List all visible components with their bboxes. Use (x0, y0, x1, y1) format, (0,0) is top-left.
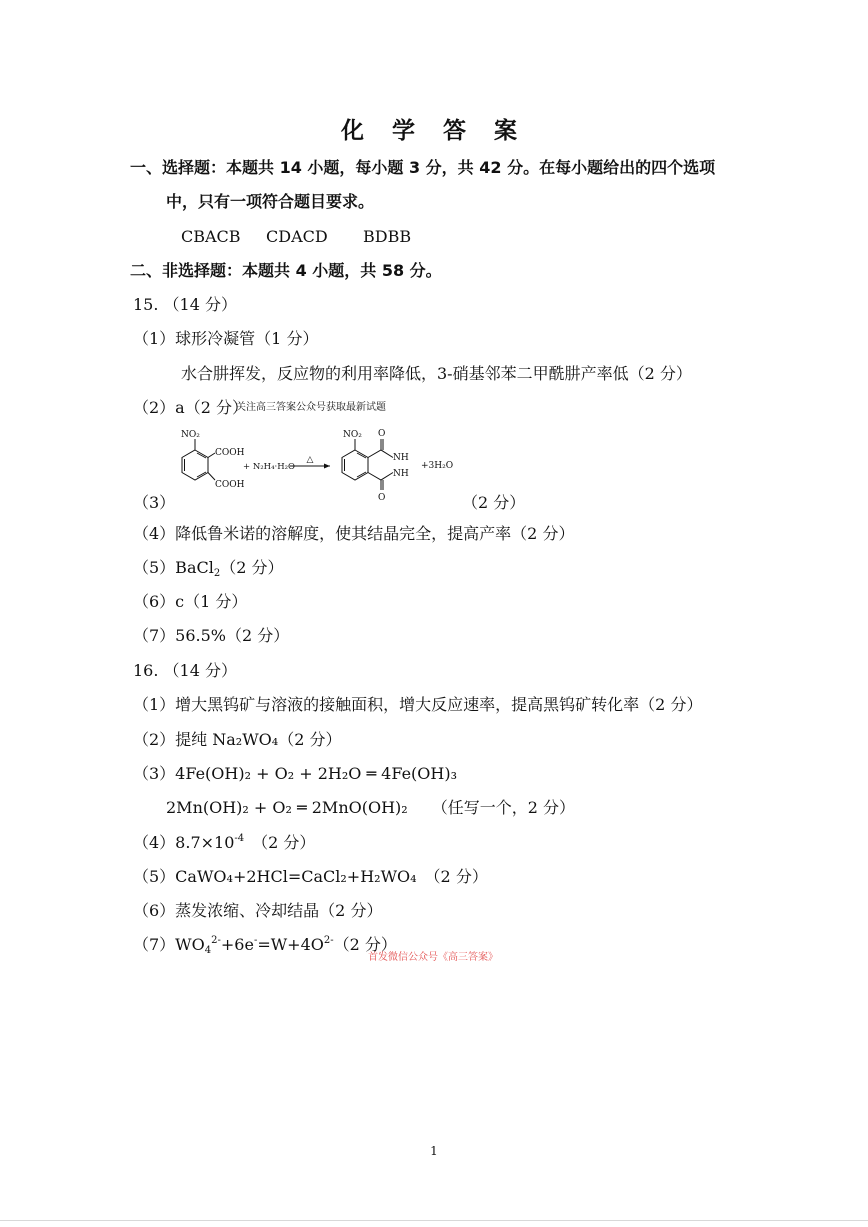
q16-a7-suffix: （2 分） (333, 935, 397, 954)
section1-heading: 一、选择题：本题共 14 小题，每小题 3 分，共 42 分。在每小题给出的四个选项 (130, 158, 716, 177)
page-bottom-rule (0, 1220, 868, 1221)
q15-a5-suffix: （2 分） (220, 558, 284, 577)
section2-heading: 二、非选择题：本题共 4 小题，共 58 分。 (130, 261, 442, 280)
q16-label: 16. （14 分） (133, 661, 237, 680)
q15-answer-3-points: （2 分） (462, 493, 526, 512)
q16-answer-1: （1）增大黑钨矿与溶液的接触面积，增大反应速率，提高黑钨矿转化率（2 分） (133, 695, 703, 714)
mc-answers-group-1: CBACB (181, 227, 241, 246)
q15-a5-prefix: （5）BaCl (133, 558, 214, 577)
section1-heading-cont: 中，只有一项符合题目要求。 (166, 192, 375, 211)
q15-answer-2: （2）a（2 分） (133, 398, 248, 417)
reactant-cooh-bottom: COOH (215, 480, 245, 490)
reagent: + N₂H₄·H₂O (243, 462, 295, 472)
reactant-cooh-top: COOH (215, 448, 245, 458)
q16-a7-sup: 2- (211, 935, 221, 946)
q16-a7-mid2: =W+4O (257, 935, 324, 954)
mc-answers-group-3: BDBB (363, 227, 412, 246)
reactant-ring (182, 450, 208, 480)
byproduct: +3H₂O (421, 461, 454, 471)
page-title: 化 学 答 案 (340, 118, 528, 144)
q16-answer-4 (133, 833, 315, 853)
reaction-scheme (165, 422, 465, 504)
q15-answer-4: （4）降低鲁米诺的溶解度，使其结晶完全，提高产率（2 分） (133, 524, 575, 543)
product-ring (342, 450, 368, 480)
q15-label: 15. （14 分） (133, 295, 237, 314)
reactant-no2: NO₂ (181, 430, 200, 440)
watermark-red: 首发微信公众号《高三答案》 (368, 952, 498, 963)
q16-answer-7 (133, 935, 397, 955)
q15-answer-7: （7）56.5%（2 分） (133, 626, 290, 645)
q16-a7-mid: +6e (220, 935, 254, 954)
product-nh-top: NH (393, 453, 409, 463)
q15-a5-sub: 2 (213, 568, 221, 579)
q16-answer-5: （5）CaWO₄+2HCl=CaCl₂+H₂WO₄ （2 分） (133, 867, 488, 886)
q16-a4-prefix: （4）8.7×10 (133, 833, 235, 852)
product-o-top: O (378, 429, 386, 439)
q15-answer-1: （1）球形冷凝管（1 分） (133, 329, 319, 348)
product-o-bottom: O (378, 493, 386, 503)
q15-answer-3-label: （3） (133, 493, 176, 512)
q16-answer-2: （2）提纯 Na₂WO₄（2 分） (133, 730, 342, 749)
q16-answer-6: （6）蒸发浓缩、冷却结晶（2 分） (133, 901, 383, 920)
mc-answers-group-2: CDACD (266, 227, 328, 246)
q15-answer-1-cont: 水合肼挥发，反应物的利用率降低，3-硝基邻苯二甲酰肼产率低（2 分） (181, 364, 692, 383)
product-nh-bottom: NH (393, 469, 409, 479)
q16-answer-3-cont: 2Mn(OH)₂ + O₂ ═ 2MnO(OH)₂ （任写一个，2 分） (166, 798, 575, 817)
q16-a7-sup3: 2- (323, 935, 334, 946)
product-no2: NO₂ (343, 430, 362, 440)
q16-a4-exp: -4 (234, 833, 245, 844)
heat-symbol: △ (306, 455, 314, 465)
q16-answer-3: （3）4Fe(OH)₂ + O₂ + 2H₂O ═ 4Fe(OH)₃ (133, 764, 458, 783)
page-number: 1 (430, 1144, 438, 1158)
q16-a4-suffix: （2 分） (244, 833, 316, 852)
q16-a7-sub: 4 (204, 945, 212, 956)
q15-answer-5 (133, 558, 284, 578)
q16-a7-prefix: （7）WO (133, 935, 205, 954)
watermark-note: 关注高三答案公众号获取最新试题 (236, 402, 386, 413)
q15-answer-6: （6）c（1 分） (133, 592, 248, 611)
q16-a7-sup2: - (253, 935, 258, 946)
